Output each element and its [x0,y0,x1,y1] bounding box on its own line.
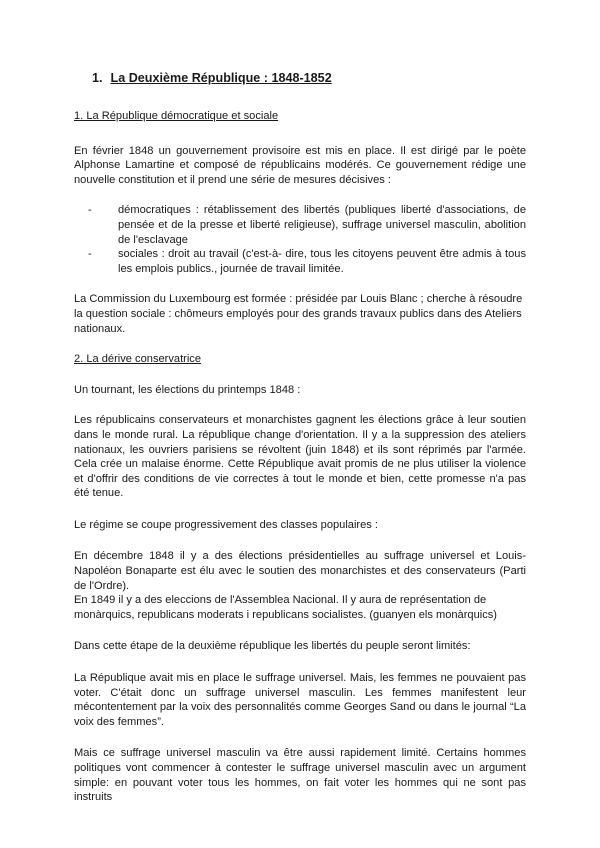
women-paragraph: La République avait mis en place le suffrage universel. Mais, les femmes ne pouvaient pas voter. C'était donc un suffrage universel masculin. Les femmes manifestent leur mécontentement par la voix des personnalités comme Georges Sand ou dans le journal “La voix des femmes”. [74,672,526,728]
commission-paragraph: La Commission du Luxembourg est formée : présidée par Louis Blanc ; cherche à résoudre la question sociale : chômeurs employés pour des grands travaux publics dans des Ateliers nationaux. [74,293,523,335]
list-item-text: sociales : droit au travail (c'est-à- dire, tous les citoyens peuvent être admis à tous les emplois publics., journée de travail limitée. [118,248,526,275]
section2-heading: 2. La dérive conservatrice [74,353,202,366]
assembly-paragraph: En 1849 il y a des eleccions de l'Assemblea Nacional. Il y aura de représentation de monàrquics, republicans moderats i republicans socialistes. (guanyen els monàrquics) [74,594,497,621]
measures-list [74,203,526,276]
suffrage-paragraph: Mais ce suffrage universel masculin va être aussi rapidement limité. Certains hommes politiques vont commencer à contester le suffrage universel masculin avec un argument simple: en pouvant voter tous les hommes, on fait voter les hommes qui ne sont pas instruits [74,747,526,804]
section1-heading: 1. La République démocratique et sociale [74,110,279,122]
tournant-paragraph: Un tournant, les élections du printemps 1848 : [74,383,301,396]
presidential-paragraph: En décembre 1848 il y a des élections présidentielles au suffrage universel et Louis-Napoléon Bonaparte est élu avec le soutien des monarchistes et des conservateurs (Parti de l'Ordre). [74,550,526,592]
title-text: La Deuxième République : 1848-1852 [110,71,332,85]
title-number: 1. [92,71,103,85]
elections-paragraph: Les républicains conservateurs et monarchistes gagnent les élections grâce à leur soutien dans le monde rural. La république change d'orientation. Il y a la suppression des ateliers nationaux, les ouvriers parisiens se révoltent (juin 1848) et ils sont réprimés par l'armée. Cela crée un malaise énorme. Cette République avait promis de ne plus utiliser la violence et d'offrir des conditions de vie correctes à tout le monde et bien, cette promesse n'a pas été tenue. [74,414,526,500]
list-item-text: démocratiques : rétablissement des libertés (publiques liberté d'associations, de pensée et de la presse et liberté religieuse), suffrage universel masculin, abolition de l'esclavage [118,204,526,246]
list-dash: - [88,204,92,217]
list-item [88,203,526,247]
section1-intro: En février 1848 un gouvernement provisoire est mis en place. Il est dirigé par le poète Alphonse Lamartine et composé de républicains modérés. Ce gouvernement rédige une nouvelle constitution et il prend une série de mesures décisives : [74,144,526,186]
document-title [92,70,526,86]
regime-paragraph: Le régime se coupe progressivement des classes populaires : [74,518,379,531]
liberties-paragraph: Dans cette étape de la deuxième république les libertés du peuple seront limités: [74,640,471,653]
list-dash: - [88,248,92,261]
list-item [88,247,526,276]
